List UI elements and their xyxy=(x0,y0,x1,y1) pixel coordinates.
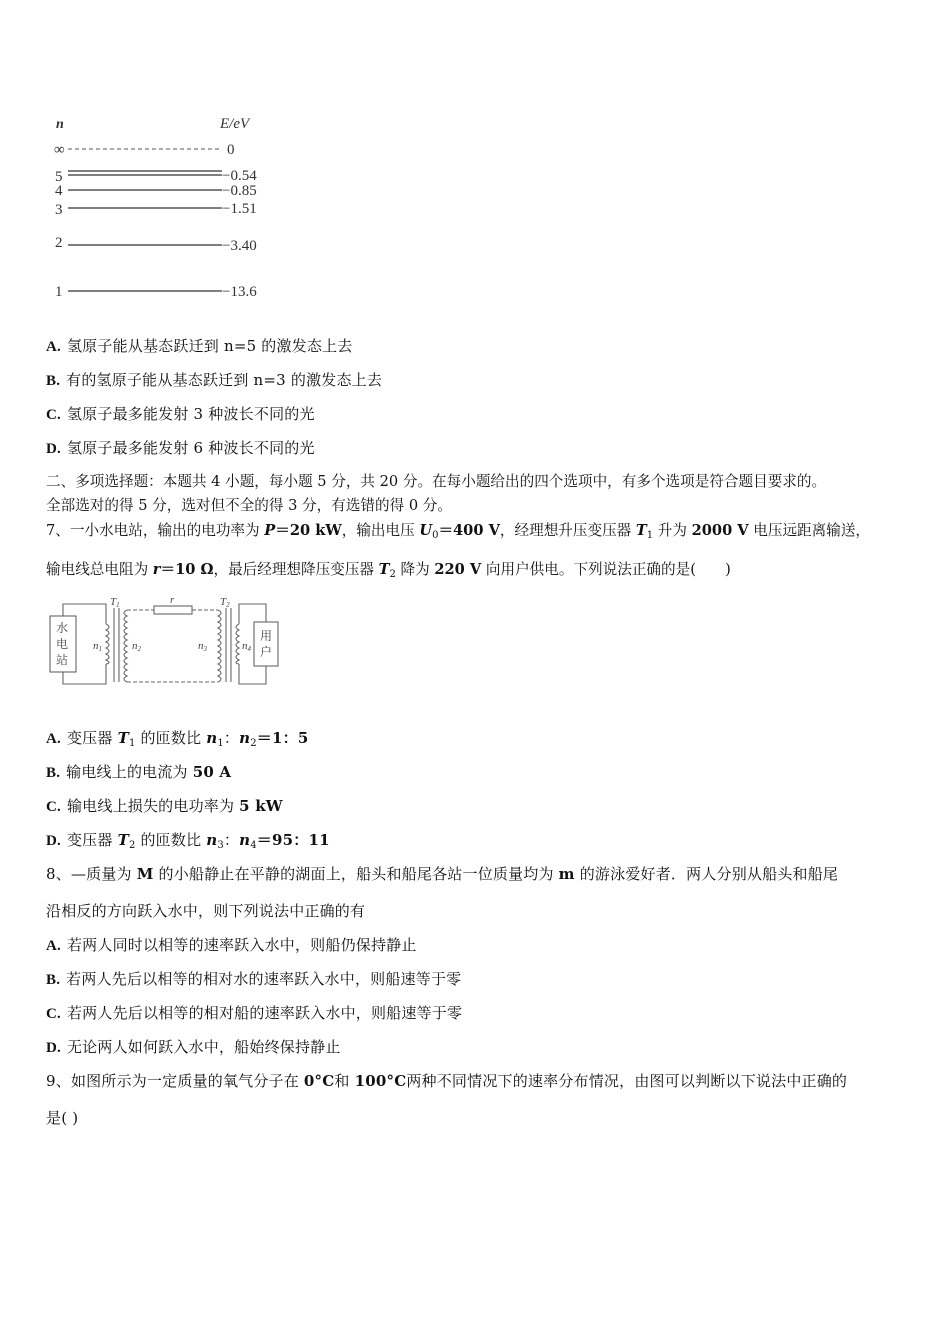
q8-stem-line1: 8、—质量为 M 的小船静止在平静的湖面上，船头和船尾各站一位质量均为 m 的游泳爱好者．两人分别从船头和船尾 xyxy=(46,865,839,883)
t1-label: T1 xyxy=(110,596,120,609)
n3-label: n3 xyxy=(198,640,207,653)
level-e-5: −0.54 xyxy=(222,168,257,184)
axis-n-label: n xyxy=(56,117,64,132)
q6-option-c: C. 氢原子最多能发射 3 种波长不同的光 xyxy=(46,405,315,423)
n4-label: n4 xyxy=(242,640,251,653)
q6-option-a: A. 氢原子能从基态跃迁到 n=5 的激发态上去 xyxy=(46,337,353,355)
q7-stem-line1: 7、一小水电站，输出的电功率为 P＝20 kW，输出电压 $U_0=400$ V，经理想升压变压器 $T_1$ 升为 2000 V 电压远距离输送， xyxy=(46,522,871,541)
q8-stem-line2: 沿相反的方向跃入水中，则下列说法中正确的有 xyxy=(46,902,366,920)
q7-option-d: D. 变压器 $T_2$ 的匝数比 $n_3$：$n_4=95$：11 xyxy=(46,831,330,851)
r-label: r xyxy=(170,594,175,606)
q9-stem-line1: 9、如图所示为一定质量的氧气分子在 0°C和 100°C两种不同情况下的速率分布情况，由图可以判断以下说法中正确的 xyxy=(46,1072,848,1090)
level-n-2: 2 xyxy=(55,235,63,251)
level-n-3: 3 xyxy=(55,202,63,218)
source-label-2: 电 xyxy=(56,637,69,651)
n2-label: n2 xyxy=(132,640,141,653)
transformer-circuit-diagram xyxy=(46,594,286,690)
energy-level-diagram xyxy=(50,110,280,310)
q7-option-b: B. 输电线上的电流为 50 A xyxy=(46,763,232,781)
q8-option-b: B. 若两人先后以相等的相对水的速率跃入水中，则船速等于零 xyxy=(46,970,462,988)
level-e-4: −0.85 xyxy=(222,183,257,199)
q8-option-a: A. 若两人同时以相等的速率跃入水中，则船仍保持静止 xyxy=(46,936,417,954)
q6-option-d: D. 氢原子最多能发射 6 种波长不同的光 xyxy=(46,439,315,457)
q7-option-a: A. 变压器 $T_1$ 的匝数比 $n_1$：$n_2=1$：5 xyxy=(46,729,309,749)
section2-instructions-line2: 全部选对的得 5 分，选对但不全的得 3 分，有选错的得 0 分。 xyxy=(46,497,452,514)
user-label-2: 户 xyxy=(260,645,273,659)
q8-option-c: C. 若两人先后以相等的相对船的速率跃入水中，则船速等于零 xyxy=(46,1004,463,1022)
source-label-3: 站 xyxy=(56,653,69,667)
level-n-1: 1 xyxy=(55,284,63,300)
level-n-inf: ∞ xyxy=(54,142,65,158)
q9-stem-line2: 是( ) xyxy=(46,1109,79,1127)
level-e-2: −3.40 xyxy=(222,238,257,254)
level-n-5: 5 xyxy=(55,169,63,185)
level-e-inf: 0 xyxy=(227,142,235,158)
source-label-1: 水 xyxy=(56,621,69,635)
level-e-1: −13.6 xyxy=(222,284,257,300)
level-n-4: 4 xyxy=(55,183,63,199)
t2-label: T2 xyxy=(220,596,230,609)
q7-stem-line2: 输电线总电阻为 r＝10 Ω，最后经理想降压变压器 $T_2$ 降为 220 V 向用户供电。下列说法正确的是( ) xyxy=(46,561,731,580)
user-label-1: 用 xyxy=(260,629,273,643)
q7-option-c: C. 输电线上损失的电功率为 5 kW xyxy=(46,797,283,815)
n1-label: n1 xyxy=(93,640,102,653)
level-e-3: −1.51 xyxy=(222,201,257,217)
section2-instructions-line1: 二、多项选择题：本题共 4 小题，每小题 5 分，共 20 分。在每小题给出的四个选项中，有多个选项是符合题目要求的。 xyxy=(46,473,827,490)
axis-e-label: E/eV xyxy=(220,116,250,132)
q8-option-d: D. 无论两人如何跃入水中，船始终保持静止 xyxy=(46,1038,341,1056)
q6-option-b: B. 有的氢原子能从基态跃迁到 n=3 的激发态上去 xyxy=(46,371,383,389)
